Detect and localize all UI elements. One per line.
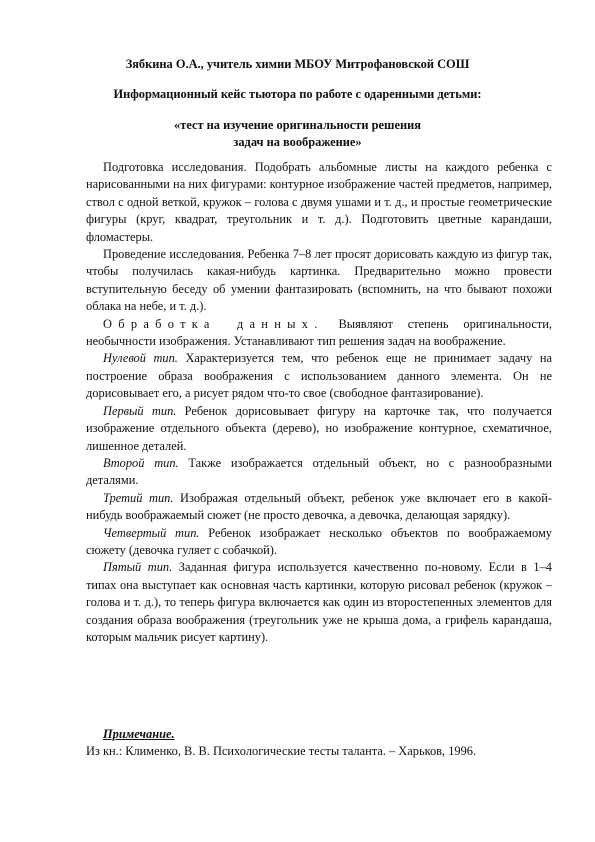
note-section <box>86 726 552 761</box>
type-one-text: Ребенок дорисовывает фигуру на карточке так, что получается изображение отдельного объекта (дерево), но изображение контурное, схематичное, лишенное деталей. <box>86 403 552 453</box>
topic-line-1: «тест на изучение оригинальности решения <box>174 118 421 132</box>
type-one-label: Первый тип. <box>103 403 177 418</box>
type-two-text: Также изображается отдельный объект, но с разнообразными деталями. <box>86 455 552 488</box>
document-subtitle: Информационный кейс тьютора по работе с одаренными детьми: <box>113 87 482 101</box>
type-five-label: Пятый тип. <box>103 560 173 575</box>
topic-line-2: задач на воображение» <box>233 135 362 149</box>
document-topic <box>80 117 515 151</box>
paragraph-conduct: Проведение исследования. Ребенка 7–8 лет просят дорисовать каждую из фигур так, чтобы получилась какая-нибудь картинка. Предварительно можно провести вступительную беседу об умении фантазировать (вспомнить, на что бывают похожи облака на небе, и т. д.). <box>86 247 552 314</box>
type-four-text: Ребенок изображает несколько объектов по воображаемому сюжету (девочка гуляет с собачкой). <box>86 525 552 557</box>
document-body <box>86 159 552 646</box>
processing-text: Выявляют степень оригинальности, необычности изображения. Устанавливают тип решения задач на воображение. <box>86 316 552 349</box>
paragraph-preparation: Подготовка исследования. Подобрать альбомные листы на каждого ребенка с нарисованными на них фигурами: контурное изображение частей предметов, например, ствол с одной веткой, кружок – голова с двумя ушами и т. д., и простые геометрические фигуры (круг, квадрат, треугольник и т. д.). Подготовить цветные карандаши, фломастеры. <box>86 160 552 244</box>
note-reference: Из кн.: Клименко, В. В. Психологические тесты таланта. – Харьков, 1996. <box>86 744 477 759</box>
type-two-label: Второй тип. <box>103 455 179 470</box>
paragraph-type-two <box>86 455 552 490</box>
type-three-text: Изображая отдельный объект, ребенок уже включает его в какой-нибудь воображаемый сюжет (не просто девочка, а девочка, делающая зарядку). <box>86 490 552 523</box>
paragraph-processing <box>86 316 552 351</box>
type-zero-label: Нулевой тип. <box>103 351 178 366</box>
paragraph-type-five <box>86 559 552 646</box>
note-title: Примечание. <box>103 727 175 741</box>
paragraph-type-zero <box>86 350 552 402</box>
paragraph-type-four <box>86 525 552 560</box>
processing-label: Обработка данных. <box>103 316 324 331</box>
type-three-label: Третий тип. <box>103 490 174 505</box>
paragraph-type-three <box>86 490 552 525</box>
paragraph-type-one <box>86 403 552 455</box>
author-line: Зябкина О.А., учитель химии МБОУ Митрофановской СОШ <box>125 57 470 71</box>
type-four-label: Четвертый тип. <box>103 525 200 540</box>
type-five-text: Заданная фигура используется качественно по-новому. Если в 1–4 типах она выступает как основная часть картинки, которую рисовал ребенок (кружок – голова и т. д.), то теперь фигура включается как один из второстепенных элементов для создания образа воображения (треугольник уже не крыша дома, а грифель карандаша, которым мальчик рисует картину). <box>86 560 552 644</box>
type-zero-text: Характеризуется тем, что ребенок еще не принимает задачу на построение образа воображения с использованием данного элемента. Он не дорисовывает его, а рисует рядом что-то свое (свободное фантазирование). <box>86 351 552 401</box>
